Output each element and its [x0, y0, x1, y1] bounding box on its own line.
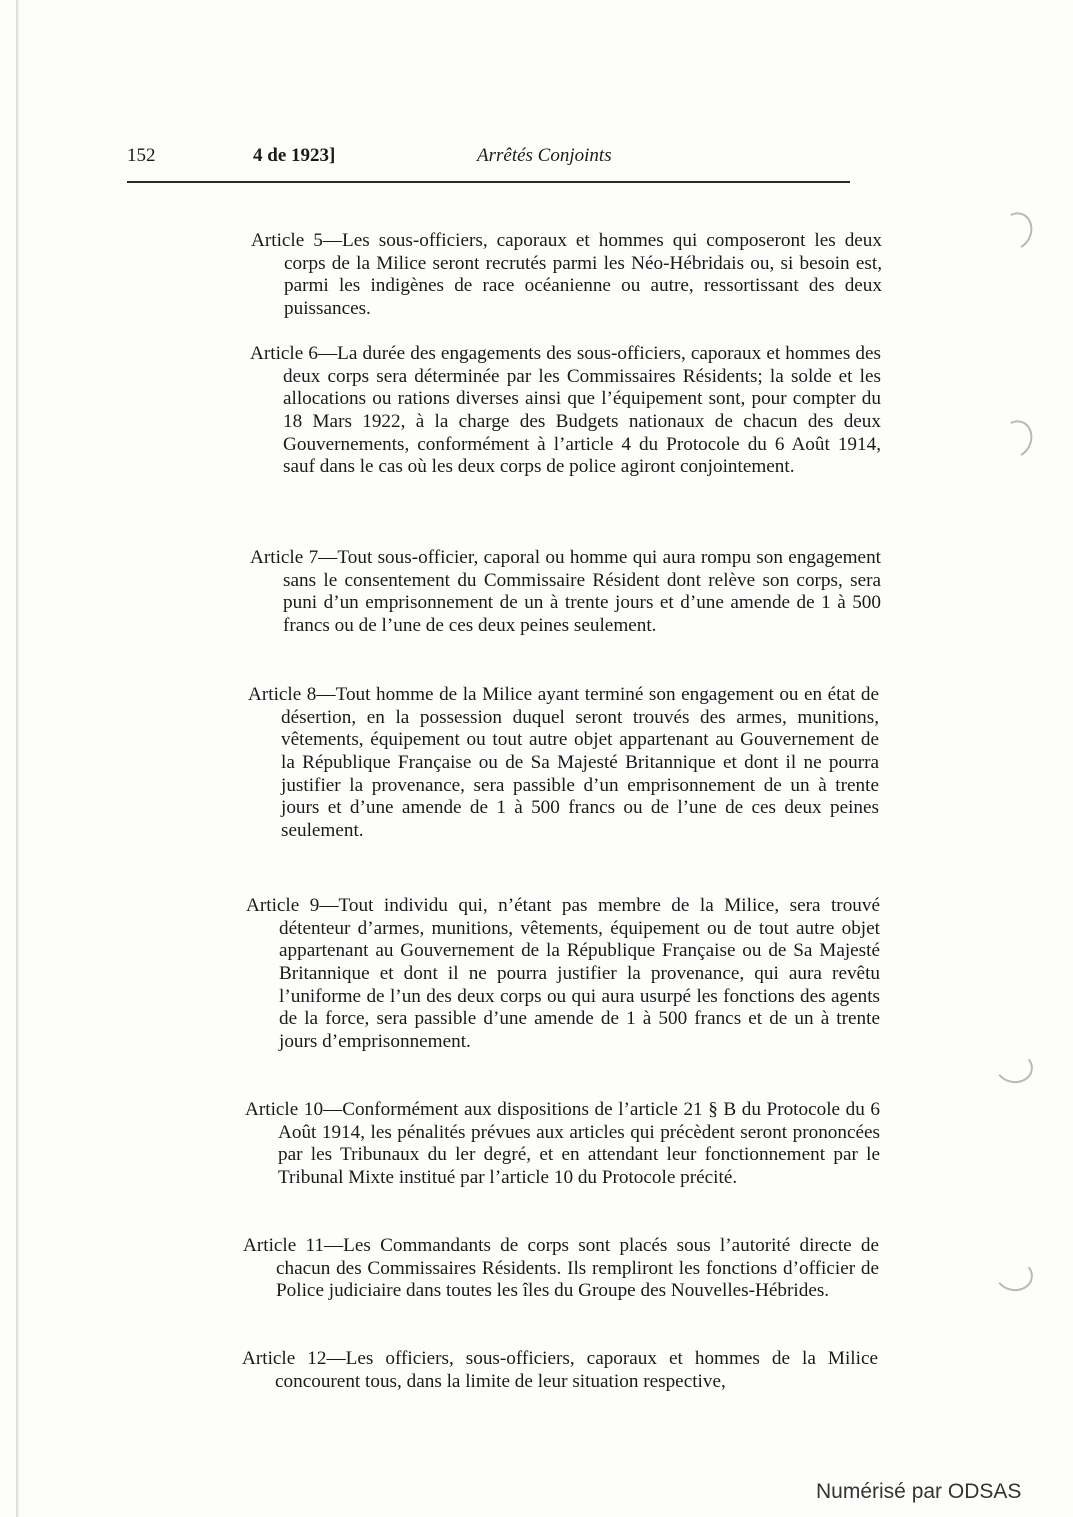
page-number: 152 [127, 145, 156, 166]
punch-hole-mark [994, 208, 1037, 255]
article-8: Article 8—Tout homme de la Milice ayant terminé son engagement ou en état de désertion, en la possession duquel seront trouvés des armes, munitions, vêtements, équipement ou tout autre objet appartenant au Gouvernement de la République Française ou de Sa Majesté Britannique et dont il ne pourra justifier la provenance, sera passible d’un emprisonnement de un à trente jours et d’une amende de 1 à 500 francs ou de l’une de ces deux peines seulement. [248, 684, 879, 841]
article-11: Article 11—Les Commandants de corps sont placés sous l’autorité directe de chacun des Commissaires Résidents. Ils rempliront les fonctions d’officier de Police judiciaire dans toutes les îles du Groupe des Nouvelles-Hébrides. [243, 1235, 879, 1302]
article-9: Article 9—Tout individu qui, n’étant pas membre de la Milice, sera trouvé détenteur d’armes, munitions, vêtements, équipement ou de tout autre objet appartenant au Gouvernement de la République Française ou de Sa Majesté Britannique et dont il ne pourra justifier la provenance, qui aura revêtu l’uniforme de l’un des deux corps ou qui aura usurpé les fonctions des agents de la force, sera passible d’une amende de 1 à 500 francs et de un à trente jours d’emprisonnement. [246, 895, 880, 1052]
article-10: Article 10—Conformément aux dispositions de l’article 21 § B du Protocole du 6 Août 1914, les pénalités prévues aux articles qui précèdent seront prononcées par les Tribunaux du ler degré, et en attendant leur fonctionnement par le Tribunal Mixte institué par l’article 10 du Protocole précité. [245, 1099, 880, 1188]
digitization-watermark: Numérisé par ODSAS [816, 1480, 1022, 1503]
punch-hole-mark [993, 1048, 1036, 1086]
article-5: Article 5—Les sous-officiers, caporaux et hommes qui composeront les deux corps de la Milice seront recrutés parmi les Néo-Hébridais ou, si besoin est, parmi les indigènes de race océanienne ou autre, ressortissant des deux puissances. [251, 230, 882, 319]
article-12: Article 12—Les officiers, sous-officiers, caporaux et hommes de la Milice concourent tous, dans la limite de leur situation respective, [242, 1348, 878, 1392]
punch-hole-mark [994, 416, 1037, 463]
header-date: 4 de 1923] [253, 145, 336, 166]
running-header [127, 145, 850, 173]
punch-hole-mark [993, 1256, 1036, 1294]
article-7: Article 7—Tout sous-officier, caporal ou homme qui aura rompu son engagement sans le consentement du Commissaire Résident dont relève son corps, sera puni d’un emprisonnement de un à trente jours et d’une amende de 1 à 500 francs ou de l’une de ces deux peines seulement. [250, 547, 881, 636]
header-rule [127, 181, 850, 183]
page-edge-shadow [16, 0, 19, 1517]
header-title: Arrêtés Conjoints [477, 145, 612, 166]
article-6: Article 6—La durée des engagements des sous-officiers, caporaux et hommes des deux corps sera déterminée par les Commissaires Résidents; la solde et les allocations ou rations diverses ainsi que l’équipement sont, pour compter du 18 Mars 1922, à la charge des Budgets nationaux de chacun des deux Gouvernements, conformément à l’article 4 du Protocole du 6 Août 1914, sauf dans le cas où les deux corps de police agiront conjointement. [250, 343, 881, 478]
